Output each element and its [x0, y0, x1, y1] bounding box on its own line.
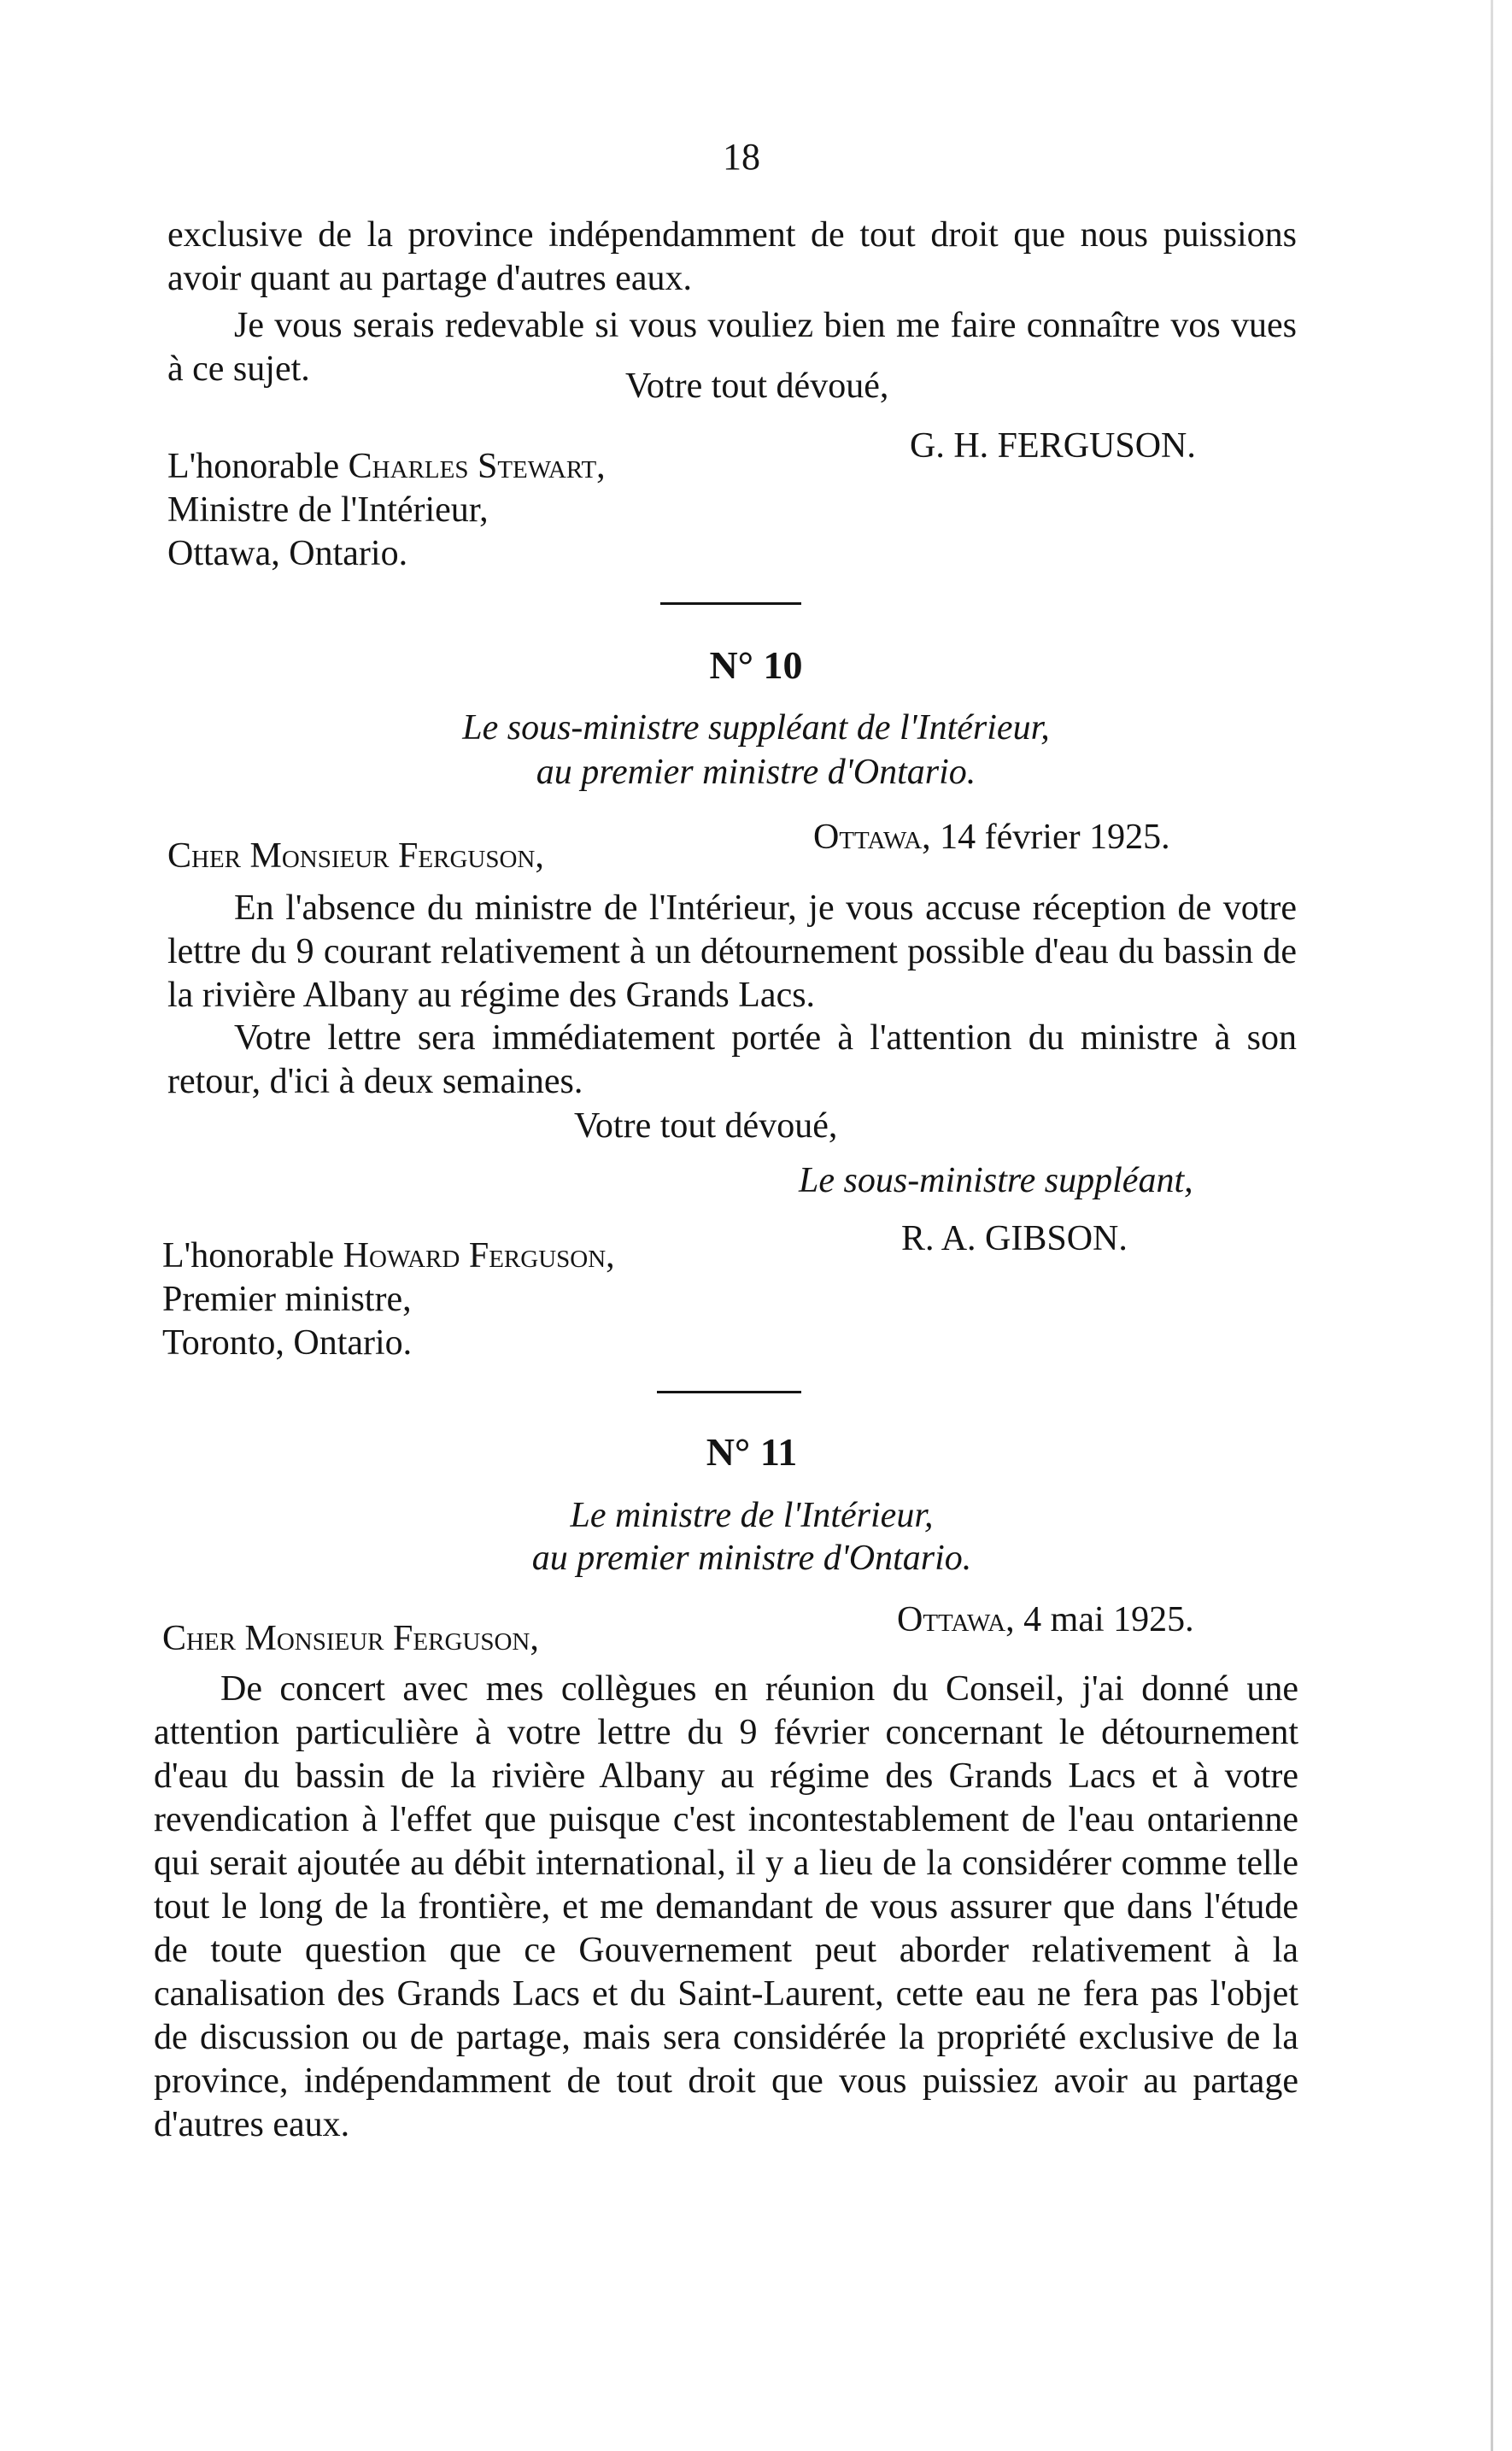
letter-10-signature: R. A. GIBSON. — [901, 1219, 1128, 1258]
letter-10-from-line-2: au premier ministre d'Ontario. — [536, 753, 976, 792]
letter-11-place: Ottawa, — [897, 1600, 1015, 1639]
continuation-paragraph-2: Je vous serais redevable si vous vouliez bien me faire connaître vos vues à ce sujet. — [167, 306, 1297, 389]
letter-10-paragraph-1: En l'absence du ministre de l'Intérieur, je vous accuse réception de votre lettre du 9 courant relativement à un détournement possible d'eau du bassin de la rivière Albany au régime des Grands Lacs. — [167, 888, 1297, 1015]
letter-11-date: 4 mai 1925. — [1014, 1600, 1194, 1639]
letter-11-dateline — [897, 1599, 1194, 1640]
letter-10-recipient-line-1 — [162, 1235, 615, 1276]
continuation-paragraph-1: exclusive de la province indépendamment de tout droit que nous puissions avoir quant au partage d'autres eaux. — [167, 215, 1297, 298]
letter-11-from-line-1: Le ministre de l'Intérieur, — [570, 1496, 934, 1535]
page-number: 18 — [723, 136, 760, 178]
letter-10-salutation: Cher Monsieur Ferguson, — [167, 836, 544, 876]
recipient-name: Howard Ferguson, — [343, 1236, 615, 1275]
letter-10-signer-title: Le sous-ministre suppléant, — [799, 1161, 1193, 1200]
continuation-recipient-line-1 — [167, 446, 606, 487]
letter-10-dateline — [813, 817, 1170, 858]
letter-10-number: N° 10 — [709, 643, 803, 687]
letter-11-salutation: Cher Monsieur Ferguson, — [162, 1619, 539, 1658]
letter-11-from-line-2: au premier ministre d'Ontario. — [531, 1539, 972, 1578]
page-edge-shadow — [1491, 0, 1493, 2451]
letter-10-from-line-1: Le sous-ministre suppléant de l'Intérieur, — [462, 708, 1050, 748]
letter-10-place: Ottawa, — [813, 818, 931, 857]
continuation-recipient-line-3: Ottawa, Ontario. — [167, 534, 408, 573]
continuation-signature: G. H. FERGUSON. — [910, 426, 1196, 466]
letter-10-recipient-line-2: Premier ministre, — [162, 1280, 412, 1319]
recipient-prefix: L'honorable — [167, 447, 349, 486]
letter-11-paragraph-1: De concert avec mes collègues en réunion du Conseil, j'ai donné une attention particulière à votre lettre du 9 février concernant le détournement d'eau du bassin de la rivière Albany au régime des Grands Lacs et à votre revendication à l'effet que puisque c'est incontestablement de l'eau ontarienne qui serait ajoutée au débit international, il y a lieu de la considérer comme telle tout le long de la frontière, et me demandant de vous assurer que dans l'étude de toute question que ce Gouvernement peut aborder relativement à la canalisation des Grands Lacs et du Saint-Laurent, cette eau ne fera pas l'objet de discussion ou de partage, mais sera considérée la propriété exclusive de la province, indépendamment de tout droit que vous puissiez avoir au partage d'autres eaux. — [154, 1669, 1298, 2144]
letter-10-closing: Votre tout dévoué, — [574, 1106, 838, 1146]
continuation-recipient-line-2: Ministre de l'Intérieur, — [167, 490, 489, 530]
section-divider — [657, 1391, 801, 1393]
letter-10-paragraph-2: Votre lettre sera immédiatement portée à l'attention du ministre à son retour, d'ici à deux semaines. — [167, 1018, 1297, 1101]
recipient-prefix: L'honorable — [162, 1236, 343, 1275]
letter-11-number: N° 11 — [706, 1430, 798, 1474]
section-divider — [660, 602, 801, 605]
continuation-closing: Votre tout dévoué, — [625, 366, 889, 406]
recipient-name: Charles Stewart, — [348, 447, 606, 486]
letter-10-date: 14 février 1925. — [930, 818, 1170, 857]
letter-10-recipient-line-3: Toronto, Ontario. — [162, 1323, 413, 1363]
